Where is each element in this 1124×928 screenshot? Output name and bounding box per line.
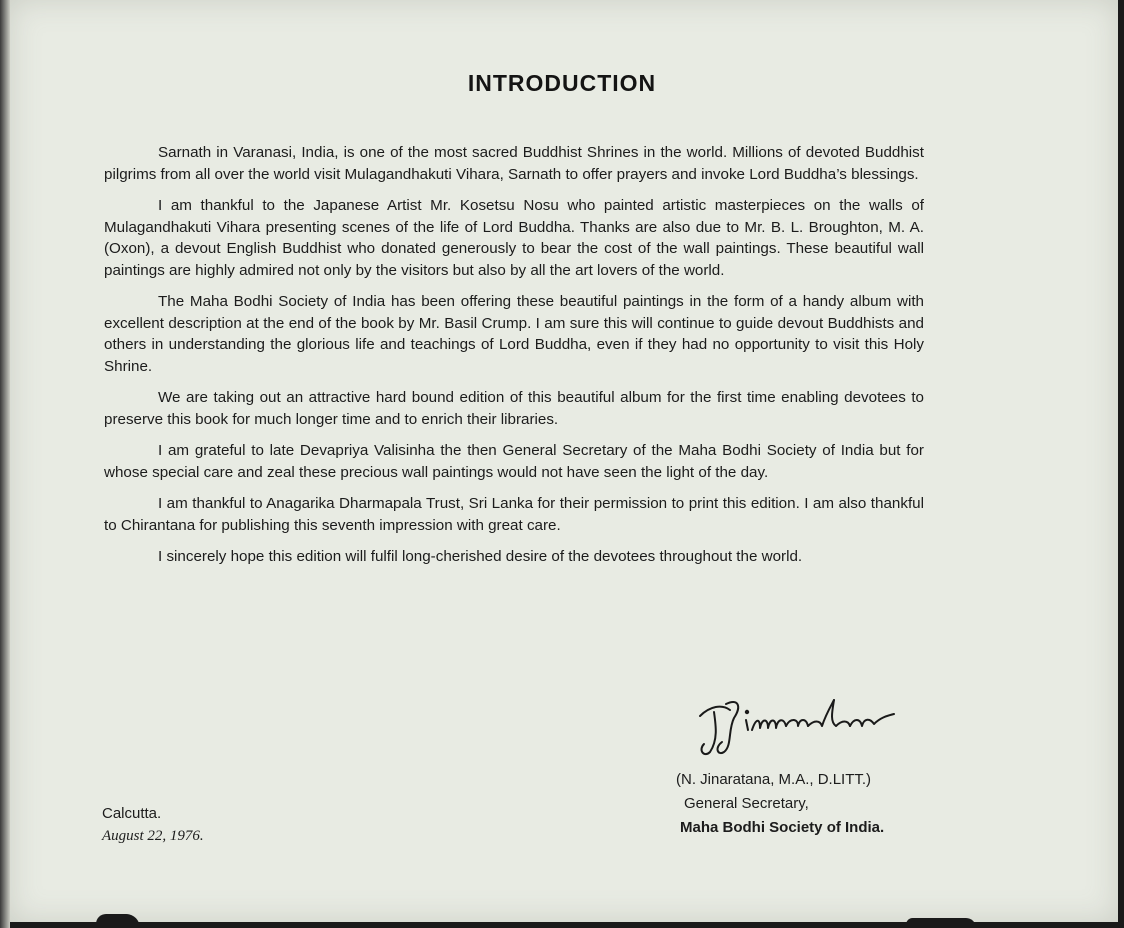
signatory-position: General Secretary,: [684, 795, 809, 812]
page-right-edge: [1118, 0, 1124, 928]
document-date: August 22, 1976.: [102, 828, 204, 844]
paragraph-2: I am thankful to the Japanese Artist Mr. Kosetsu Nosu who painted artistic masterpieces on the walls of Mulagandhakuti Vihara presenting scenes of the life of Lord Buddha. Thanks are also due to Mr. B. L. Broughton, M. A. (Oxon), a devout English Buddhist who donated generously to bear the cost of the wall paintings. These beautiful wall paintings are highly admired not only by the visitors but also by all the art lovers of the world.: [104, 197, 924, 279]
paragraph-7: I sincerely hope this edition will fulfil long-cherished desire of the devotees throughout the world.: [158, 548, 803, 565]
place-name: Calcutta.: [102, 805, 162, 822]
paragraph-6: I am thankful to Anagarika Dharmapala Trust, Sri Lanka for their permission to print this edition. I am also thankful to Chirantana for publishing this seventh impression with great care.: [104, 495, 924, 534]
paragraph-1: Sarnath in Varanasi, India, is one of the most sacred Buddhist Shrines in the world. Millions of devoted Buddhist pilgrims from all over the world visit Mulagandhakuti Vihara, Sarnath to offer prayers and invoke Lord Buddha’s blessings.: [104, 144, 924, 183]
page-wear-mark: [96, 914, 140, 928]
page-wear-mark: [906, 918, 976, 928]
place-date-block: [102, 802, 204, 848]
introduction-body: [104, 142, 924, 578]
paragraph-4: We are taking out an attractive hard bound edition of this beautiful album for the first time enabling devotees to preserve this book for much longer time and to enrich their libraries.: [104, 389, 924, 428]
book-spine-edge: [0, 0, 10, 928]
signatory-block: [676, 768, 884, 840]
signatory-organization: Maha Bodhi Society of India.: [680, 819, 885, 836]
handwritten-signature: [694, 690, 914, 760]
signatory-name: (N. Jinaratana, M.A., D.LITT.): [676, 771, 872, 788]
paragraph-5: I am grateful to late Devapriya Valisinha the then General Secretary of the Maha Bodhi Society of India but for whose special care and zeal these precious wall paintings would not have seen the light of the day.: [104, 442, 924, 481]
page-title: INTRODUCTION: [467, 70, 657, 96]
paragraph-3: The Maha Bodhi Society of India has been offering these beautiful paintings in the form of a handy album with excellent description at the end of the book by Mr. Basil Crump. I am sure this will continue to guide devout Buddhists and others in understanding the glorious life and teachings of Lord Buddha, even if they had no opportunity to visit this Holy Shrine.: [104, 293, 924, 375]
